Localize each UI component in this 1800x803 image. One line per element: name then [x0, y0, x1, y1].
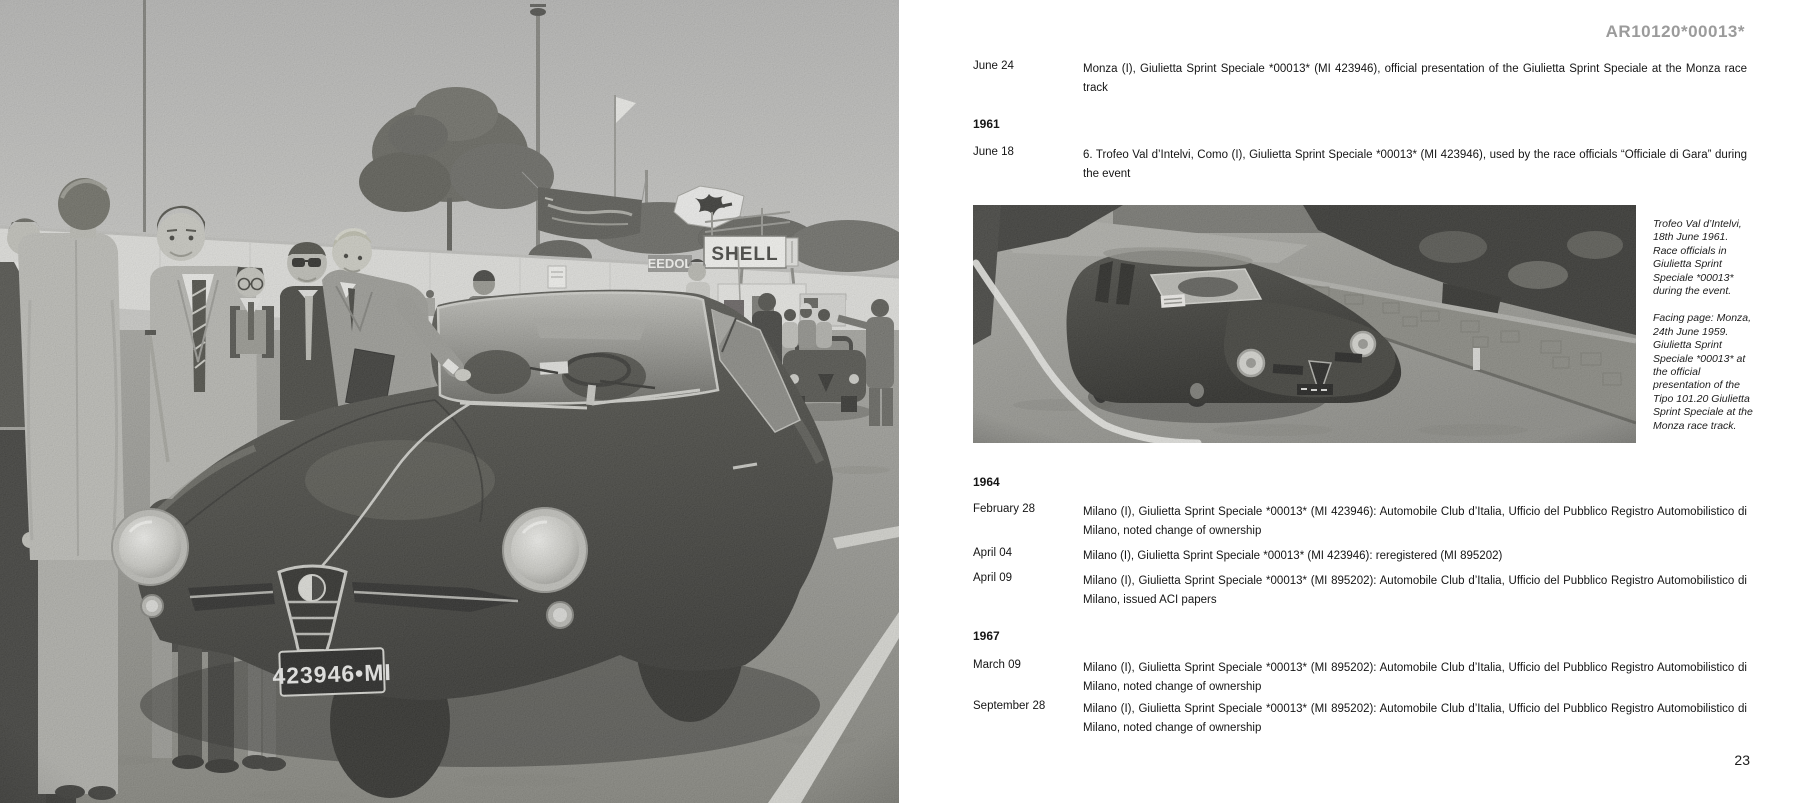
year-heading-1964: 1964: [973, 475, 1000, 489]
entry-text: Milano (I), Giulietta Sprint Speciale *00013* (MI 895202): Automobile Club d’Italia, Ufficio del Pubblico Registro Automobilistico di Milano, noted change of ownership: [1083, 703, 1747, 734]
chronology-entry: [973, 659, 1747, 697]
entry-date: June 24: [973, 60, 1014, 72]
caption-paragraph-2: Facing page: Monza, 24th June 1959. Giulietta Sprint Speciale *00013* at the official presentation of the Tipo 101.20 Giulietta Sprint Speciale at the Monza race track.: [1653, 312, 1753, 432]
chronology-entry: [973, 700, 1747, 738]
chronology-page: [899, 0, 1800, 803]
chronology-entry: [973, 146, 1747, 184]
entry-text: Monza (I), Giulietta Sprint Speciale *00013* (MI 423946), official presentation of the Giulietta Sprint Speciale at the Monza race track: [1083, 63, 1747, 94]
chassis-code-header: AR10120*00013*: [1605, 22, 1745, 41]
entry-date: February 28: [973, 503, 1036, 515]
caption-paragraph-1: Trofeo Val d’Intelvi, 18th June 1961. Race officials in Giulietta Sprint Speciale *00013* during the event.: [1653, 218, 1742, 298]
val-intelvi-photo: [973, 205, 1636, 443]
entry-date: September 28: [973, 700, 1046, 712]
entry-date: June 18: [973, 146, 1014, 158]
chronology-entry: [973, 503, 1747, 541]
year-heading-1967: 1967: [973, 629, 1000, 643]
inset-photo-caption: [1653, 218, 1753, 433]
chronology-entry: [973, 547, 1747, 566]
entry-text: Milano (I), Giulietta Sprint Speciale *00013* (MI 423946): Automobile Club d’Italia, Ufficio del Pubblico Registro Automobilistico di Milano, noted change of ownership: [1083, 506, 1747, 537]
entry-date: April 04: [973, 547, 1012, 559]
entry-text: Milano (I), Giulietta Sprint Speciale *00013* (MI 895202): Automobile Club d’Italia, Ufficio del Pubblico Registro Automobilistico di Milano, noted change of ownership: [1083, 662, 1747, 693]
chronology-entry: [973, 60, 1747, 98]
entry-text: Milano (I), Giulietta Sprint Speciale *00013* (MI 423946): reregistered (MI 895202): [1083, 550, 1503, 562]
entry-text: Milano (I), Giulietta Sprint Speciale *00013* (MI 895202): Automobile Club d’Italia, Ufficio del Pubblico Registro Automobilistico di Milano, issued ACI papers: [1083, 575, 1747, 606]
entry-date: March 09: [973, 659, 1021, 671]
monza-presentation-photo: [0, 0, 899, 803]
chronology-entry: [973, 572, 1747, 610]
val-intelvi-photo-svg: [973, 205, 1636, 443]
monza-photo-svg: [0, 0, 899, 803]
vignette: [0, 0, 899, 803]
inset-vignette: [973, 205, 1636, 443]
year-heading-1961: 1961: [973, 117, 1000, 131]
entry-date: April 09: [973, 572, 1012, 584]
page-number: 23: [1734, 752, 1750, 768]
entry-text: 6. Trofeo Val d’Intelvi, Como (I), Giulietta Sprint Speciale *00013* (MI 423946), used by the race officials “Officiale di Gara” during the event: [1083, 149, 1747, 180]
